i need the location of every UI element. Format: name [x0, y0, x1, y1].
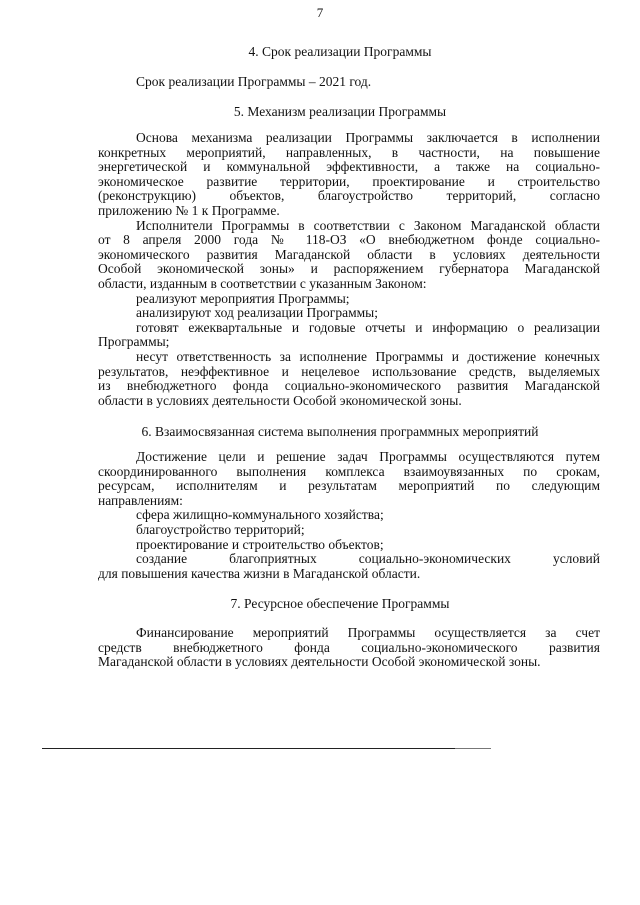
- section-7-heading: 7. Ресурсное обеспечение Программы: [230, 596, 450, 611]
- text-line: скоординированного выполнения комплекса взаимоувязанных по срокам,: [98, 463, 600, 479]
- page-number: 7: [316, 5, 324, 20]
- text-line: области в условиях деятельности Особой экономической зоны.: [98, 392, 462, 408]
- text-line: экономического развития Магаданской области в условиях деятельности: [98, 246, 600, 262]
- text-line: результатов, неэффективное и нецелевое использование средств, выделяемых: [98, 363, 600, 379]
- section-5-paragraph-1: [98, 131, 600, 408]
- text-line: Особой экономической зоны» и распоряжением губернатора Магаданской: [98, 261, 600, 277]
- text-line: Магаданской области в условиях деятельности Особой экономической зоны.: [98, 654, 541, 670]
- text-line: ресурсам, исполнителям и результатам мероприятий по следующим: [98, 478, 600, 494]
- text-line: Достижение цели и решение задач Программы осуществляются путем: [136, 449, 600, 464]
- text-line: области, изданным в соответствии с указанным Законом:: [98, 275, 427, 291]
- text-line: конкретных мероприятий, направленных, в частности, на повышение: [98, 144, 600, 160]
- list-item: несут ответственность за исполнение Программы и достижение конечных: [136, 348, 600, 364]
- list-item: сфера жилищно-коммунального хозяйства;: [136, 507, 384, 523]
- section-6-paragraph-1: [98, 450, 600, 581]
- list-item: проектирование и строительство объектов;: [136, 536, 384, 552]
- section-6-heading: 6. Взаимосвязанная система выполнения программных мероприятий: [141, 424, 539, 439]
- text-line: средств внебюджетного фонда социально-экономического развития: [98, 639, 600, 655]
- text-line: энергетической и коммунальной эффективности, а также на социально-: [98, 159, 600, 175]
- text-line: Программы;: [98, 334, 170, 350]
- text-line: приложению № 1 к Программе.: [98, 202, 280, 218]
- text-line: направлениям:: [98, 492, 183, 508]
- text-line: экономическое развитие территории, проектирование и строительство: [98, 173, 600, 189]
- section-4-heading: 4. Срок реализации Программы: [248, 44, 432, 59]
- text-line: Основа механизма реализации Программы заключается в исполнении: [136, 130, 600, 145]
- list-item: реализуют мероприятия Программы;: [136, 290, 350, 306]
- list-item: благоустройство территорий;: [136, 521, 305, 537]
- footer-rule: [42, 748, 490, 749]
- text-line: для повышения качества жизни в Магаданской области.: [98, 565, 421, 581]
- list-item: готовят ежеквартальные и годовые отчеты и информацию о реализации: [136, 319, 600, 335]
- text-line: Финансирование мероприятий Программы осуществляется за счет: [136, 625, 600, 640]
- list-item: анализируют ход реализации Программы;: [136, 305, 378, 321]
- text-line: из внебюджетного фонда социально-экономического развития Магаданской: [98, 378, 600, 394]
- section-5-heading: 5. Механизм реализации Программы: [233, 104, 447, 119]
- section-4-text: Срок реализации Программы – 2021 год.: [136, 74, 372, 89]
- text-line: (реконструкцию) объектов, благоустройство территорий, согласно: [98, 188, 600, 204]
- text-line: от 8 апреля 2000 года № 118-ОЗ «О внебюджетном фонде социально-: [98, 232, 600, 248]
- text-line: Исполнители Программы в соответствии с Законом Магаданской области: [136, 217, 600, 233]
- section-7-paragraph-1: [98, 626, 600, 670]
- footer-rule-faint: [455, 748, 491, 749]
- list-item: создание благоприятных социально-экономических условий: [136, 551, 600, 567]
